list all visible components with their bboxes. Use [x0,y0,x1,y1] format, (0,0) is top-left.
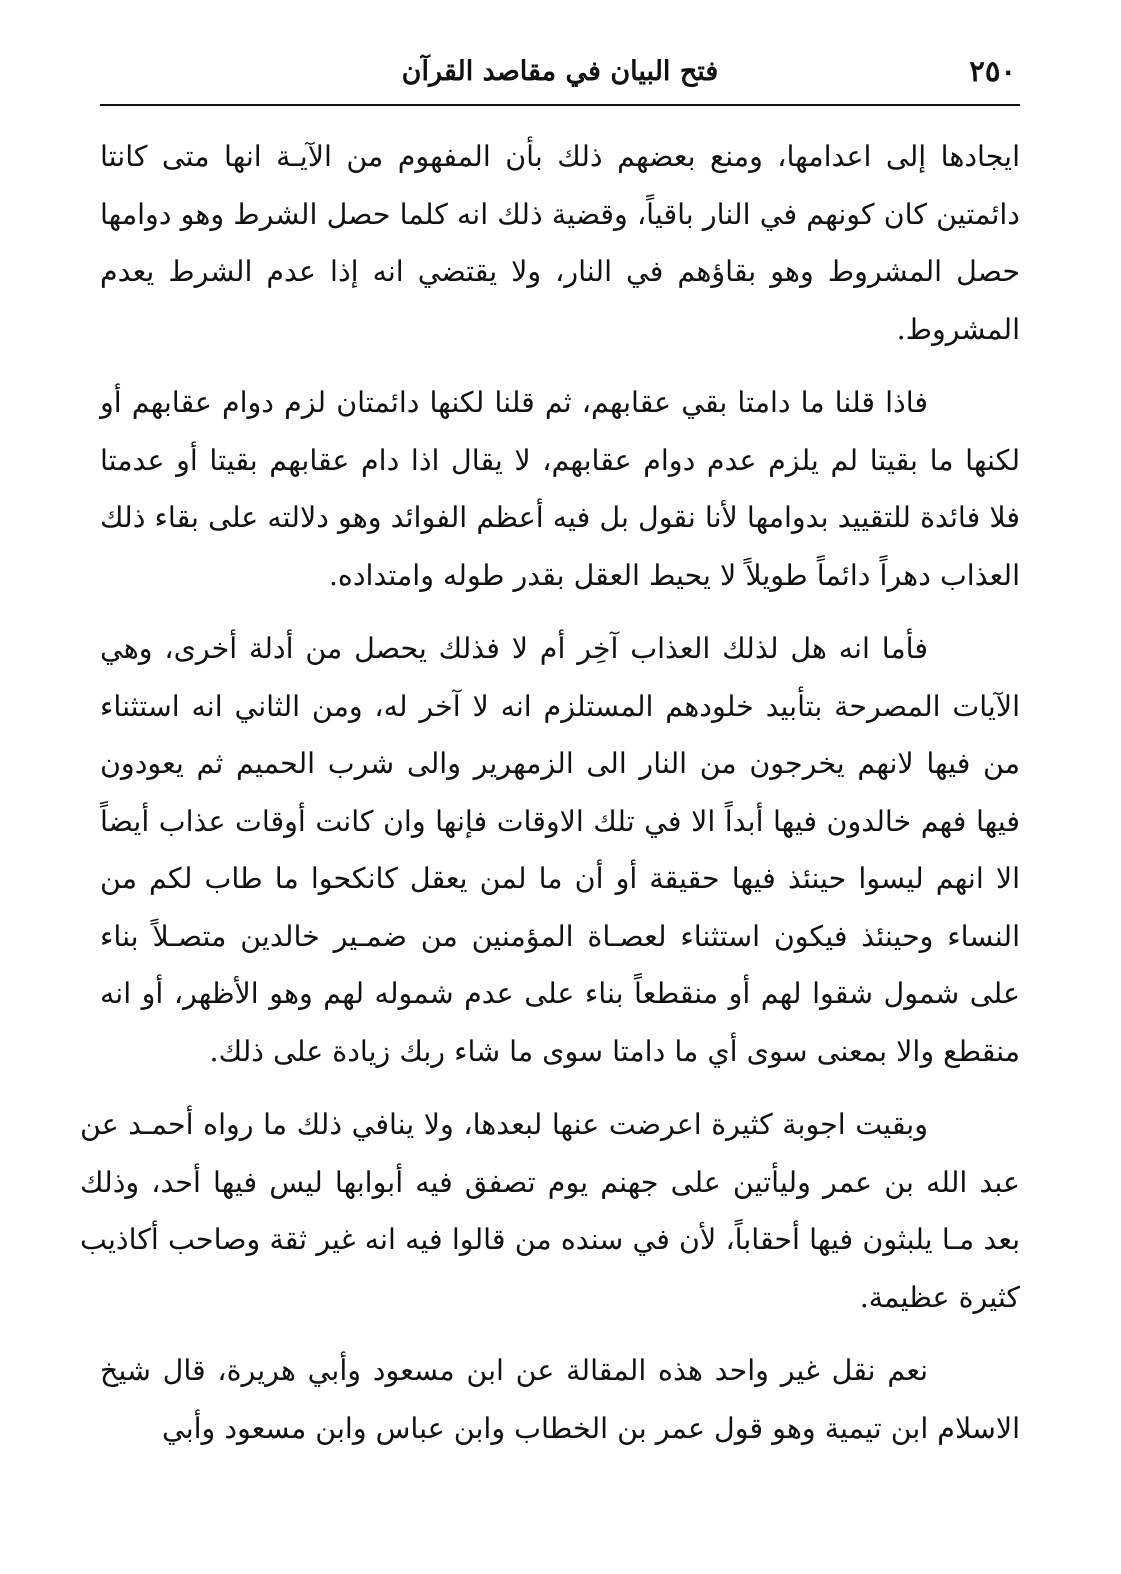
running-title: فتح البيان في مقاصد القرآن [401,56,719,87]
header-rule [100,104,1020,106]
page-body [80,128,1021,1457]
paragraph-1: ايجادها إلى اعدامها، ومنع بعضهم ذلك بأن المفهوم من الآيـة انها متى كانتا دائمتين كان كونهم في النار باقياً، وقضية ذلك انه كلما حصل الشرط وهو دوامها حصل المشروط وهو بقاؤهم في النار، ولا يقتضي انه إذا عدم الشرط يعدم المشروط. [100,140,1020,346]
page-number: ٢٥٠ [969,54,1016,88]
paragraph-2: فاذا قلنا ما دامتا بقي عقابهم، ثم قلنا لكنها دائمتان لزم دوام عقابهم أو لكنها ما بقيتا لم يلزم عدم دوام عقابهم، لا يقال اذا دام عقابهم بقيتا أو عدمتا فلا فائدة للتقييد بدوامها لأنا نقول بل فيه أعظم الفوائد وهو دلالته على بقاء ذلك العذاب دهراً دائماً طويلاً لا يحيط العقل بقدر طوله وامتداده. [100,386,1020,592]
paragraph-3: فأما انه هل لذلك العذاب آخِر أم لا فذلك يحصل من أدلة أخرى، وهي الآيات المصرحة بتأبيد خلودهم المستلزم انه لا آخر له، ومن الثاني انه استثناء من فيها لانهم يخرجون من النار الى الزمهرير والى شرب الحميم ثم يعودون فيها فهم خالدون فيها أبداً الا في تلك الاوقات فإنها وان كانت أوقات عذاب أيضاً الا انهم ليسوا حينئذ فيها حقيقة أو أن ما لمن يعقل كانكحوا ما طاب لكم من النساء وحينئذ فيكون استثناء لعصـاة المؤمنين من ضمـير خالدين متصـلاً بناء على شمول شقوا لهم أو منقطعاً بناء على عدم شموله لهم وهو الأظهر، أو انه منقطع والا بمعنى سوى أي ما دامتا سوى ما شاء ربك زيادة على ذلك. [100,632,1021,1068]
paragraph-4: وبقيت اجوبة كثيرة اعرضت عنها لبعدها، ولا ينافي ذلك ما رواه أحمـد عن عبد الله بن عمر وليأتين على جهنم يوم تصفق فيه أبوابها ليس فيها أحد، وذلك بعد مـا يلبثون فيها أحقاباً، لأن في سنده من قالوا فيه انه غير ثقة وصاحب أكاذيب كثيرة عظيمة. [80,1108,1020,1314]
paragraph-5: نعم نقل غير واحد هذه المقالة عن ابن مسعود وأبي هريرة، قال شيخ الاسلام ابن تيمية وهو قول عمر بن الخطاب وابن عباس وابن مسعود وأبي [100,1354,1020,1445]
page-header [100,52,1020,106]
